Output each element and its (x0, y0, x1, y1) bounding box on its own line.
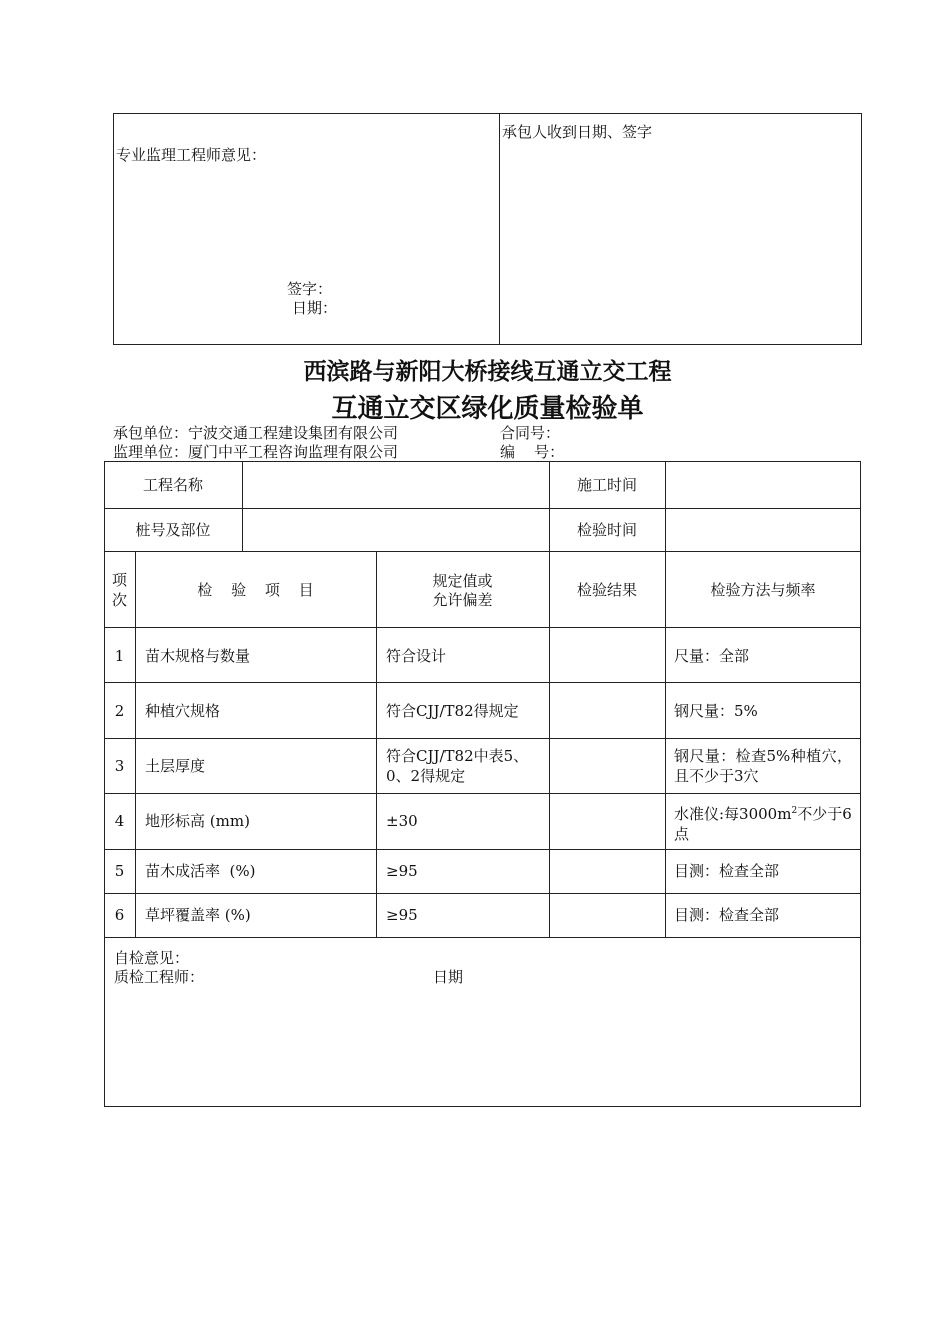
inspection-time-value[interactable] (666, 509, 860, 551)
col-item: 检 验 项 目 (197, 581, 314, 599)
inspection-time-label: 检验时间 (576, 521, 637, 539)
col-spec-line1: 规定值或 (432, 572, 493, 590)
row-2-result[interactable] (550, 683, 665, 738)
row-4-no: 4 (114, 812, 125, 830)
col-seq-line1: 项 (111, 571, 127, 589)
row-6-no: 6 (114, 906, 125, 924)
table-line (104, 682, 861, 683)
col-result: 检验结果 (576, 581, 637, 599)
construction-time-value[interactable] (666, 462, 860, 508)
row-4-method-part-b: 不少于6点 (674, 805, 852, 843)
table-line (104, 793, 861, 794)
station-value[interactable] (243, 509, 549, 551)
table-line (104, 551, 861, 552)
contractor-unit: 承包单位：宁波交通工程建设集团有限公司 (113, 424, 399, 442)
construction-time-label: 施工时间 (576, 476, 637, 494)
date-label: 日期： (292, 299, 338, 317)
row-2-spec: 符合CJJ/T82得规定 (386, 702, 519, 720)
review-divider (499, 113, 500, 345)
row-5-no: 5 (114, 862, 125, 880)
row-4-method-part-a: 水准仪:每3000m (674, 805, 792, 823)
row-5-item: 苗木成活率 (%) (145, 862, 256, 880)
serial-no-label: 编 号： (500, 443, 565, 461)
supervisor-unit: 监理单位：厦门中平工程咨询监理有限公司 (113, 443, 399, 461)
row-4-spec: ±30 (386, 812, 418, 830)
contractor-receipt-label: 承包人收到日期、签字 (502, 123, 653, 141)
station-label: 桩号及部位 (135, 521, 211, 539)
self-check-date-label: 日期 (433, 968, 464, 986)
row-2-item: 种植穴规格 (145, 702, 221, 720)
form-title: 互通立交区绿化质量检验单 (331, 394, 644, 424)
row-2-no: 2 (114, 702, 125, 720)
table-line (104, 849, 861, 850)
row-4-method (674, 801, 856, 844)
row-4-item: 地形标高 (mm) (145, 812, 250, 830)
row-6-item: 草坪覆盖率 (%) (145, 906, 251, 924)
col-seq-line2: 次 (111, 591, 127, 609)
row-6-result[interactable] (550, 894, 665, 937)
row-4-method-sup: 2 (791, 806, 798, 816)
row-5-method: 目测：检查全部 (674, 862, 780, 880)
row-1-result[interactable] (550, 628, 665, 682)
row-1-spec: 符合设计 (386, 647, 447, 665)
row-3-spec: 符合CJJ/T82中表5、0、2得规定 (386, 747, 529, 785)
col-spec-line2: 允许偏差 (432, 591, 493, 609)
table-line (104, 738, 861, 739)
row-1-item: 苗木规格与数量 (145, 647, 251, 665)
row-3-no: 3 (114, 757, 125, 775)
table-line (104, 627, 861, 628)
col-method: 检验方法与频率 (710, 581, 816, 599)
row-5-spec: ≥95 (386, 862, 418, 880)
row-5-result[interactable] (550, 850, 665, 893)
supervisor-opinion-label: 专业监理工程师意见： (116, 146, 267, 164)
row-4-result[interactable] (550, 794, 665, 849)
row-2-method: 钢尺量：5% (674, 702, 758, 720)
table-line (104, 937, 861, 938)
table-line (104, 893, 861, 894)
row-3-result[interactable] (550, 739, 665, 793)
table-line (135, 551, 136, 937)
self-check-label: 自检意见： (114, 949, 190, 967)
qc-engineer-label: 质检工程师： (114, 968, 205, 986)
sign-label: 签字： (287, 280, 333, 298)
contract-no-label: 合同号： (500, 424, 561, 442)
project-title: 西滨路与新阳大桥接线互通立交工程 (303, 358, 672, 385)
row-1-no: 1 (114, 647, 125, 665)
row-3-item: 土层厚度 (145, 757, 206, 775)
project-name-value[interactable] (243, 462, 549, 508)
row-1-method: 尺量：全部 (674, 647, 750, 665)
row-3-method: 钢尺量：检查5%种植穴，且不少于3穴 (674, 747, 852, 785)
row-6-method: 目测：检查全部 (674, 906, 780, 924)
project-name-label: 工程名称 (142, 476, 203, 494)
row-6-spec: ≥95 (386, 906, 418, 924)
